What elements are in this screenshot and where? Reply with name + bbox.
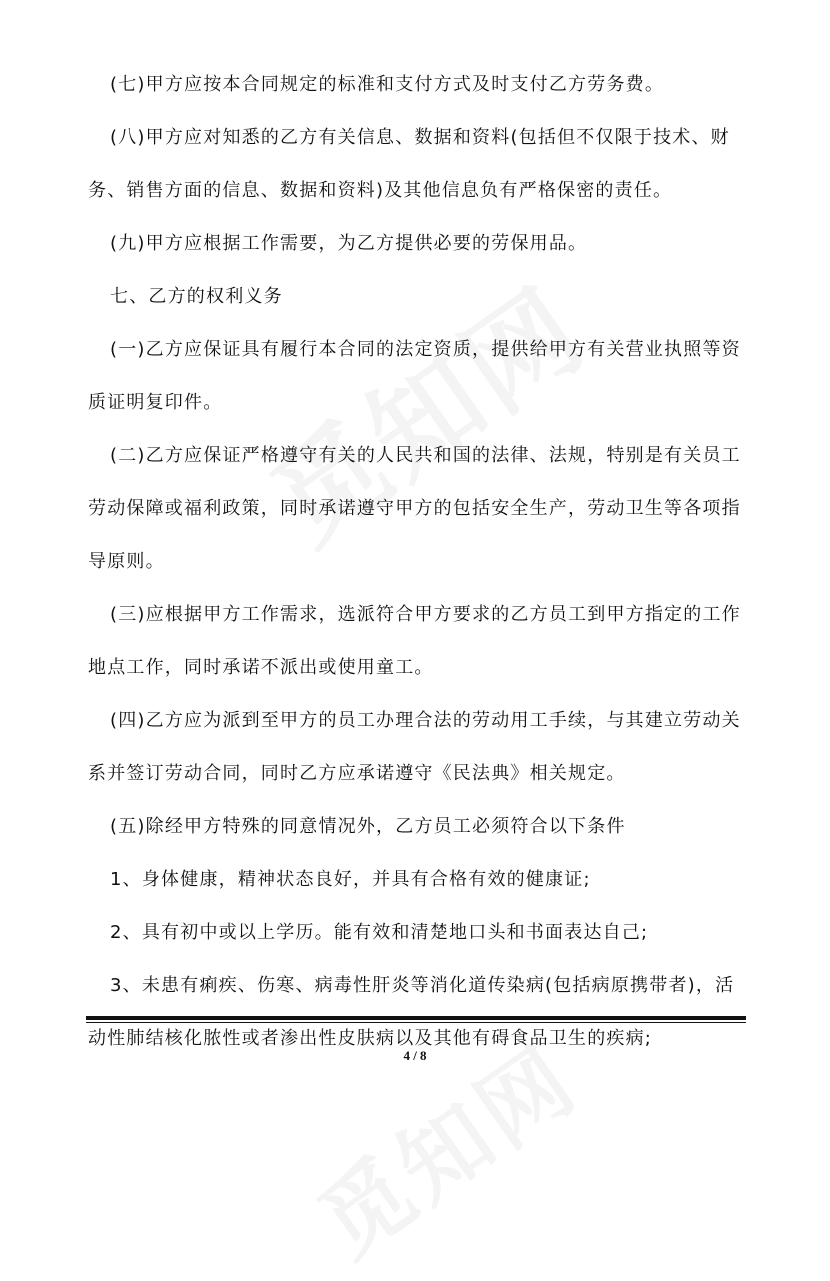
condition-1: 1、身体健康，精神状态良好，并具有合格有效的健康证; — [110, 869, 591, 890]
paragraph-7: (七)甲方应按本合同规定的标准和支付方式及时支付乙方劳务费。 — [110, 74, 665, 95]
footer-rule-thin — [86, 1022, 746, 1023]
condition-2: 2、具有初中或以上学历。能有效和清楚地口头和书面表达自己; — [110, 922, 649, 943]
paragraph-9: (九)甲方应根据工作需要，为乙方提供必要的劳保用品。 — [110, 233, 588, 254]
paragraph-b4: (四)乙方应为派到至甲方的员工办理合法的劳动用工手续，与其建立劳动关系并签订劳动合同，同时乙方应承诺遵守《民法典》相关规定。 — [88, 710, 741, 784]
paragraph-b5: (五)除经甲方特殊的同意情况外，乙方员工必须符合以下条件 — [110, 816, 626, 837]
condition-3: 3、未患有痢疾、伤寒、病毒性肝炎等消化道传染病(包括病原携带者)，活动性肺结核化脓性或者渗出性皮肤病以及其他有碍食品卫生的疾病; — [88, 975, 735, 1049]
paragraph-b2: (二)乙方应保证严格遵守有关的人民共和国的法律、法规，特别是有关员工劳动保障或福利政策，同时承诺遵守甲方的包括安全生产，劳动卫生等各项指导原则。 — [88, 445, 741, 572]
footer-rule — [86, 1016, 746, 1023]
paragraph-8: (八)甲方应对知悉的乙方有关信息、数据和资料(包括但不仅限于技术、财务、销售方面的信息、数据和资料)及其他信息负有严格保密的责任。 — [88, 127, 730, 201]
paragraph-b3: (三)应根据甲方工作需求，选派符合甲方要求的乙方员工到甲方指定的工作地点工作，同时承诺不派出或使用童工。 — [88, 604, 741, 678]
paragraph-b1: (一)乙方应保证具有履行本合同的法定资质，提供给甲方有关营业执照等资质证明复印件。 — [88, 339, 741, 413]
section-heading-7: 七、乙方的权利义务 — [110, 286, 283, 307]
page-number: 4 / 8 — [403, 1048, 427, 1063]
document-body — [88, 58, 748, 1065]
footer-rule-thick — [86, 1016, 746, 1020]
